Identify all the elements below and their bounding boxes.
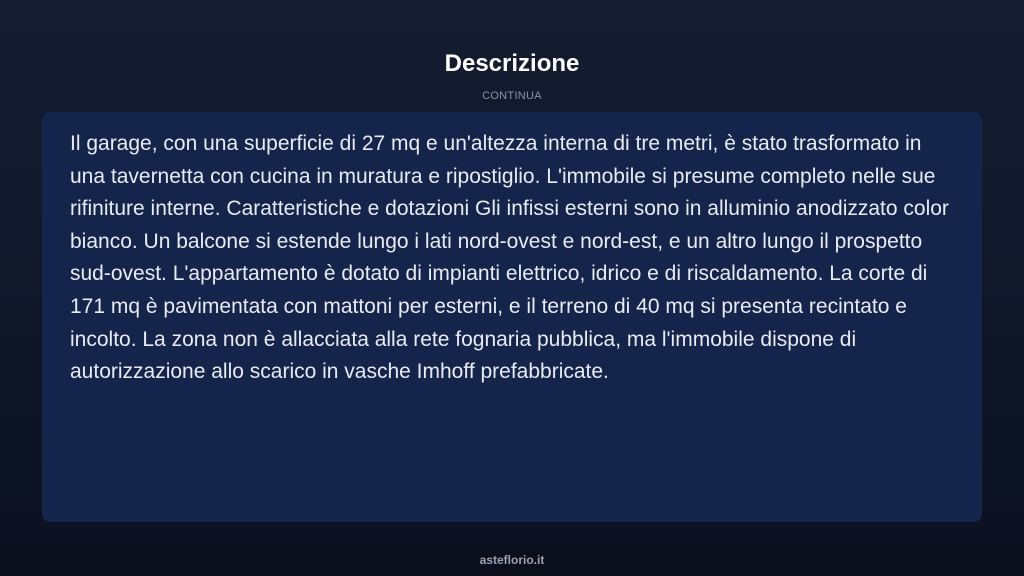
page-subtitle: CONTINUA (482, 90, 542, 102)
description-text: Il garage, con una superficie di 27 mq e un'altezza interna di tre metri, è stato trasformato in una tavernetta con cucina in muratura e ripostiglio. L'immobile si presume completo nelle sue rifiniture interne. Caratteristiche e dotazioni Gli infissi esterni sono in alluminio anodizzato color bianco. Un balcone si estende lungo i lati nord-ovest e nord-est, e un altro lungo il prospetto sud-ovest. L'appartamento è dotato di impianti elettrico, idrico e di riscaldamento. La corte di 171 mq è pavimentata con mattoni per esterni, e il terreno di 40 mq si presenta recintato e incolto. La zona non è allacciata alla rete fognaria pubblica, ma l'immobile dispone di autorizzazione allo scarico in vasche Imhoff prefabbricate. (70, 132, 949, 384)
footer-bar (0, 543, 1024, 576)
footer-site-name: asteflorio.it (479, 553, 545, 567)
description-card (42, 112, 982, 522)
page-title: Descrizione (444, 50, 580, 77)
